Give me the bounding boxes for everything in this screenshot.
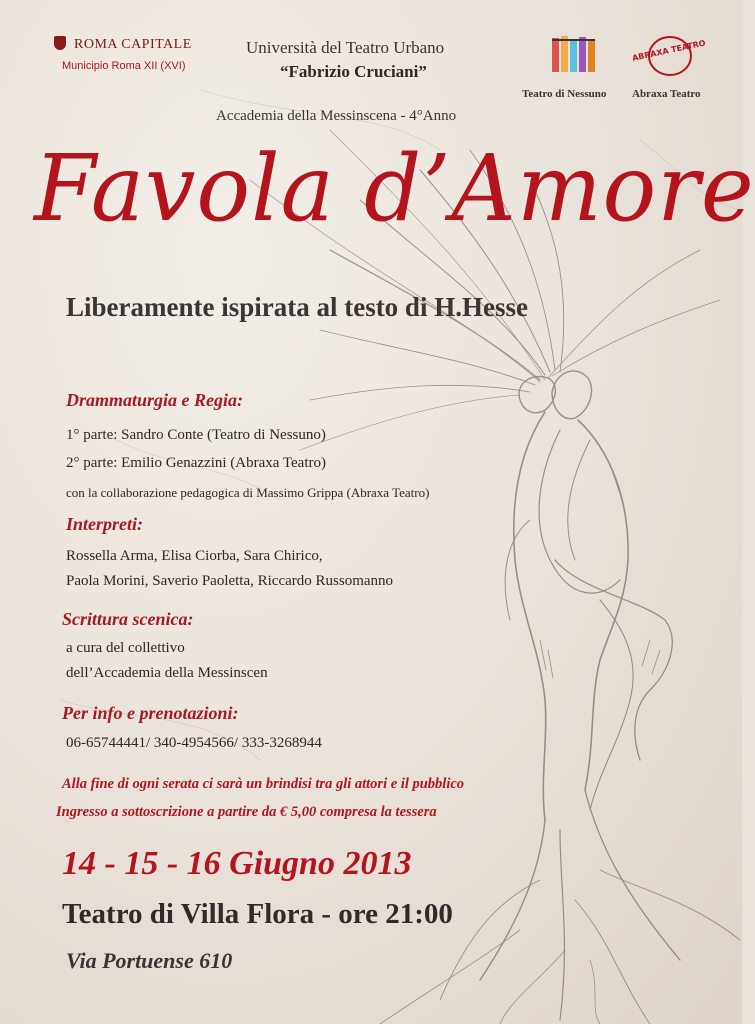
interpreti-line-1: Rossella Arma, Elisa Ciorba, Sara Chirico, (66, 548, 323, 564)
event-dates: 14 - 15 - 16 Giugno 2013 (62, 845, 412, 882)
abraxa-teatro-logo-icon (631, 34, 707, 78)
scrittura-line-1: a cura del collettivo (66, 640, 185, 656)
shield-icon (54, 36, 66, 50)
teatro-nessuno-logo-icon (550, 34, 598, 74)
promo-line-1: Alla fine di ogni serata ci sarà un brindisi tra gli attori e il pubblico (62, 776, 465, 792)
regia-line-3: con la collaborazione pedagogica di Massimo Grippa (Abraxa Teatro) (66, 485, 430, 500)
regia-line-2: 2° parte: Emilio Genazzini (Abraxa Teatro) (66, 455, 326, 471)
scrittura-heading: Scrittura scenica: (62, 609, 194, 629)
info-heading: Per info e prenotazioni: (62, 703, 239, 723)
interpreti-line-2: Paola Morini, Saverio Paoletta, Riccardo Russomanno (66, 573, 394, 589)
event-address: Via Portuense 610 (66, 948, 233, 973)
interpreti-heading: Interpreti: (66, 514, 144, 534)
regia-heading: Drammaturgia e Regia: (66, 390, 244, 410)
show-subtitle: Liberamente ispirata al testo di H.Hesse (66, 292, 528, 322)
roma-capitale-logo (54, 36, 192, 53)
scrittura-line-2: dell’Accademia della Messinscen (66, 665, 268, 681)
abraxa-teatro-label: Abraxa Teatro (632, 88, 701, 100)
roma-capitale-label: ROMA CAPITALE (74, 37, 192, 52)
regia-line-1: 1° parte: Sandro Conte (Teatro di Nessuno) (66, 427, 326, 443)
university-name: “Fabrizio Cruciani” (280, 62, 427, 81)
info-phones: 06-65744441/ 340-4954566/ 333-3268944 (66, 735, 322, 751)
promo-line-2: Ingresso a sottoscrizione a partire da € 5,00 compresa la tessera (56, 804, 437, 820)
event-venue: Teatro di Villa Flora - ore 21:00 (62, 898, 453, 930)
show-title: Favola d’Amore (34, 135, 755, 242)
municipio-label: Municipio Roma XII (XVI) (62, 60, 186, 72)
abraxa-mark-text: ABRAXA TEATRO (631, 38, 707, 63)
teatro-nessuno-label: Teatro di Nessuno (522, 88, 607, 100)
university-label: Università del Teatro Urbano (246, 38, 445, 57)
accademia-label: Accademia della Messinscena - 4°Anno (216, 108, 457, 124)
